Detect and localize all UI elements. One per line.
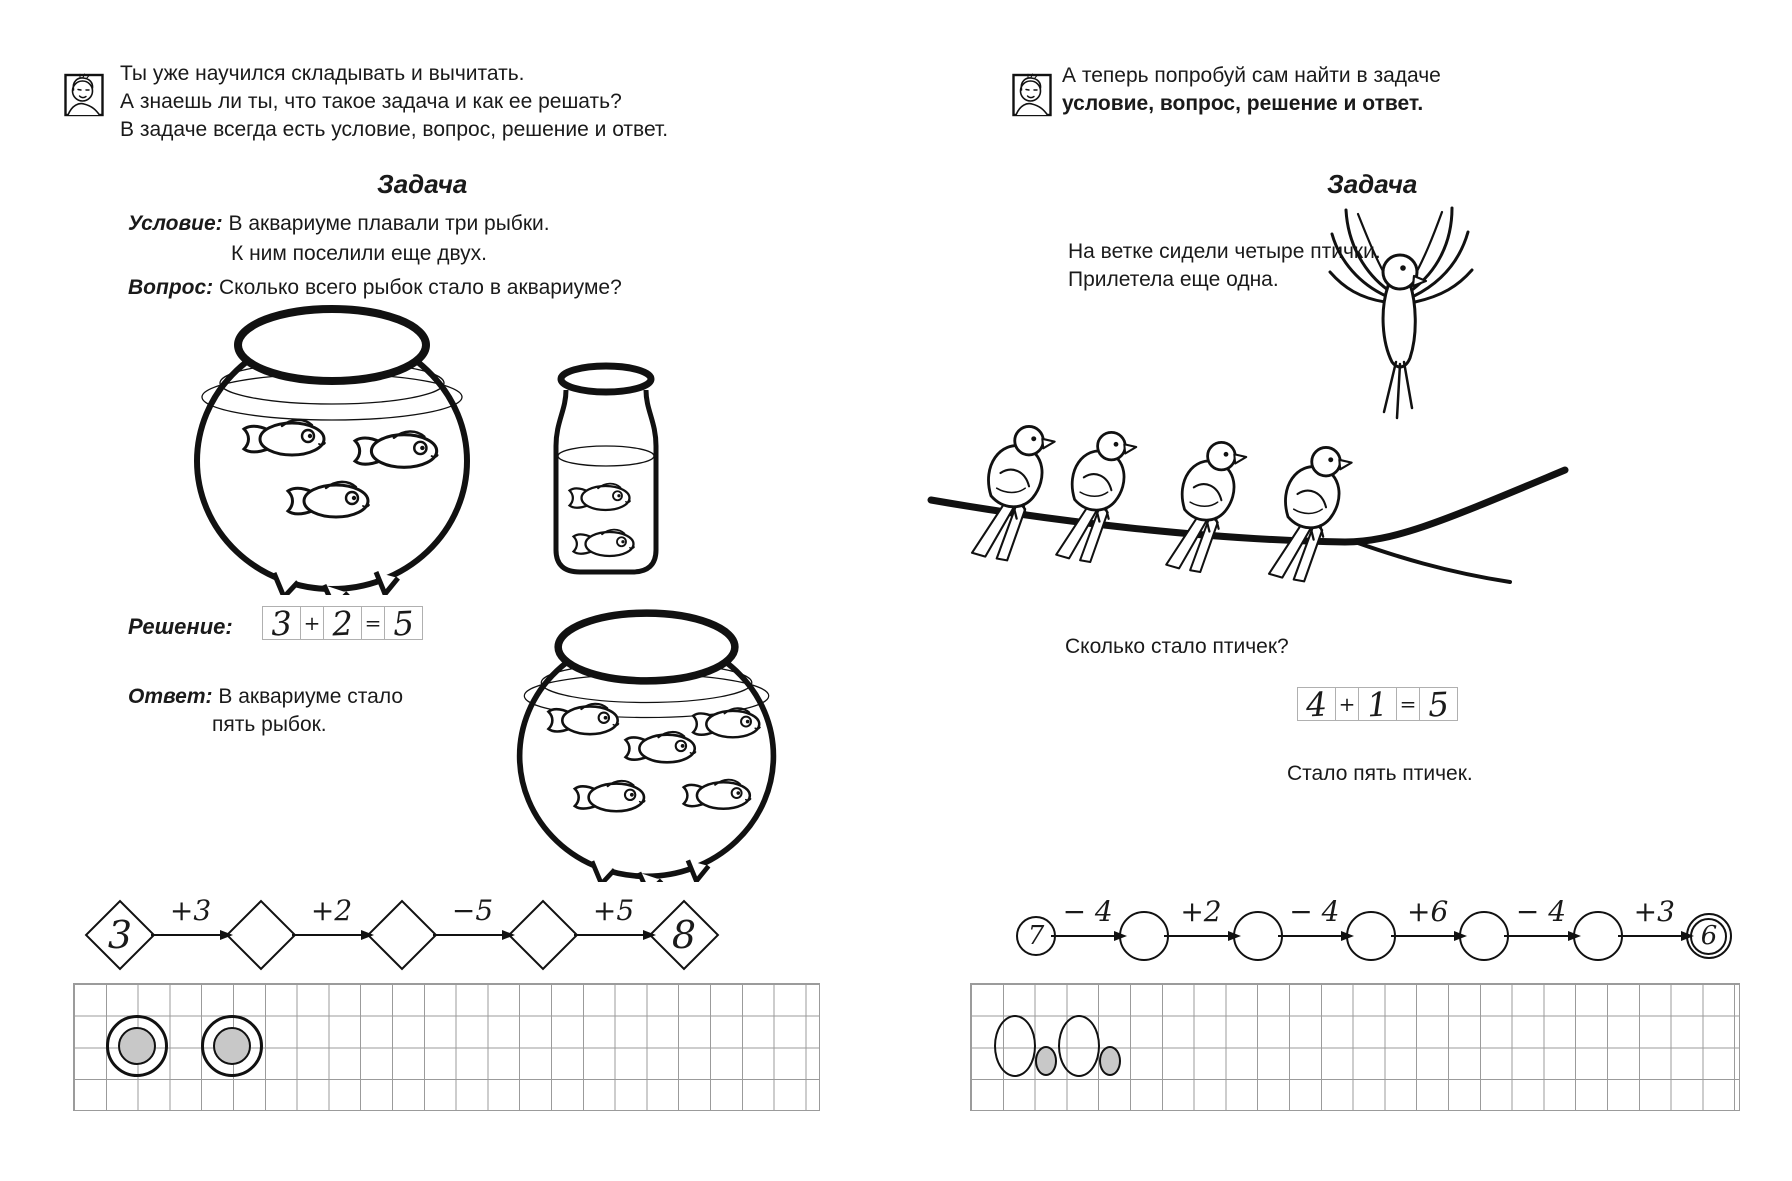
chain-arrow bbox=[1389, 895, 1466, 959]
node-value bbox=[366, 902, 438, 968]
node-value bbox=[225, 902, 297, 968]
condition-line-1 bbox=[128, 210, 550, 238]
jar-2-fish-illustration bbox=[548, 362, 664, 584]
node-value bbox=[1575, 913, 1621, 959]
operation-label: +5 bbox=[592, 894, 635, 927]
node-value: 7 bbox=[1027, 921, 1045, 951]
intro-line: А теперь попробуй сам найти в задаче bbox=[1062, 64, 1441, 87]
condition-label: Условие: bbox=[128, 212, 223, 235]
equation-cell bbox=[361, 606, 385, 640]
arrowhead bbox=[1454, 931, 1467, 941]
intro-line: А знаешь ли ты, что такое задача и как ее решать? bbox=[120, 90, 622, 113]
number-chain-diamonds bbox=[84, 890, 720, 980]
equation-digit: 3 bbox=[269, 602, 294, 644]
answer-line-2: пять рыбок. bbox=[212, 713, 327, 736]
condition-line-2: Прилетела еще одна. bbox=[1068, 268, 1279, 291]
equation-operator: + bbox=[303, 611, 321, 635]
aquarium-3-fish-illustration bbox=[190, 295, 475, 595]
operation-label: +2 bbox=[1180, 895, 1222, 928]
arrowhead bbox=[502, 930, 515, 940]
equation-cell bbox=[323, 602, 362, 644]
diamond-node bbox=[648, 902, 720, 968]
solution-equation bbox=[263, 602, 423, 644]
intro-paragraph bbox=[120, 60, 668, 144]
answer-line-1 bbox=[128, 683, 403, 711]
diamond-node bbox=[84, 902, 156, 968]
child-face-icon bbox=[64, 72, 104, 118]
intro-line: В задаче всегда есть условие, вопрос, решение и ответ. bbox=[120, 118, 669, 141]
aquarium-5-fish-illustration bbox=[508, 600, 786, 882]
equation-cell bbox=[1335, 687, 1359, 721]
intro-line: Ты уже научился складывать и вычитать. bbox=[120, 62, 525, 85]
arrowhead bbox=[643, 930, 656, 940]
chain-arrow bbox=[1502, 895, 1579, 959]
chain-arrow bbox=[572, 894, 655, 958]
arrowhead bbox=[1341, 931, 1354, 941]
arrowhead bbox=[1228, 931, 1241, 941]
birds-on-branch-illustration bbox=[925, 352, 1575, 592]
chain-arrow bbox=[431, 894, 514, 958]
question-label: Вопрос: bbox=[128, 276, 214, 299]
operation-label: − 4 bbox=[1062, 895, 1113, 928]
chain-arrow bbox=[1162, 895, 1239, 959]
intro-line-bold: условие, вопрос, решение и ответ. bbox=[1062, 92, 1424, 115]
practice-oval-large bbox=[994, 1015, 1036, 1077]
arrowhead bbox=[1568, 931, 1581, 941]
practice-oval-small-filled bbox=[1099, 1046, 1121, 1076]
node-value bbox=[1461, 913, 1507, 959]
node-value bbox=[1348, 913, 1394, 959]
equation-operator: + bbox=[1338, 692, 1356, 716]
equation-cell bbox=[1419, 683, 1458, 725]
practice-ring-inner-filled bbox=[213, 1027, 251, 1065]
diamond-node-empty bbox=[366, 902, 438, 968]
chain-arrow bbox=[290, 894, 373, 958]
diamond-node-empty bbox=[225, 902, 297, 968]
operation-label: − 4 bbox=[1289, 895, 1340, 928]
equation-cell bbox=[262, 602, 301, 644]
operation-label: +3 bbox=[1633, 895, 1675, 928]
node-value: 3 bbox=[107, 913, 133, 957]
task-heading: Задача bbox=[1327, 169, 1418, 199]
operation-label: +6 bbox=[1407, 895, 1449, 928]
question-text: Сколько всего рыбок стало в аквариуме? bbox=[219, 276, 622, 299]
condition-text: В аквариуме плавали три рыбки. bbox=[228, 212, 550, 235]
chain-arrow bbox=[149, 894, 232, 958]
node-value bbox=[1235, 913, 1281, 959]
chain-arrow bbox=[1049, 895, 1126, 959]
solution-label: Решение: bbox=[128, 614, 233, 639]
question-text: Сколько стало птичек? bbox=[1065, 635, 1289, 658]
child-face-icon bbox=[1012, 72, 1052, 118]
node-value bbox=[1121, 913, 1167, 959]
node-value bbox=[507, 902, 579, 968]
arrowhead bbox=[220, 930, 233, 940]
equation-operator: = bbox=[1399, 692, 1417, 716]
arrowhead bbox=[1114, 931, 1127, 941]
equation-cell bbox=[1396, 687, 1420, 721]
equation-cell bbox=[1297, 683, 1336, 725]
equation-digit: 2 bbox=[330, 602, 355, 644]
equation-operator: = bbox=[364, 611, 382, 635]
practice-ring-inner-filled bbox=[118, 1027, 156, 1065]
operation-label: +3 bbox=[169, 894, 212, 927]
squared-writing-grid bbox=[73, 983, 820, 1111]
equation-digit: 5 bbox=[1426, 683, 1451, 725]
answer-text: В аквариуме стало bbox=[218, 685, 404, 708]
chain-arrow bbox=[1276, 895, 1353, 959]
node-value: 6 bbox=[1700, 921, 1718, 951]
equation-cell bbox=[300, 606, 324, 640]
intro-paragraph bbox=[1062, 62, 1441, 118]
answer-text: Стало пять птичек. bbox=[1287, 762, 1473, 785]
equation-cell bbox=[384, 602, 423, 644]
task-heading: Задача bbox=[377, 169, 468, 199]
number-chain-circles bbox=[1016, 892, 1732, 980]
diamond-node-empty bbox=[507, 902, 579, 968]
circle-node bbox=[1686, 913, 1732, 959]
node-value: 8 bbox=[671, 913, 697, 957]
practice-oval-large bbox=[1058, 1015, 1100, 1077]
operation-label: −5 bbox=[451, 894, 494, 927]
equation-digit: 1 bbox=[1365, 683, 1390, 725]
equation-cell bbox=[1358, 683, 1397, 725]
equation-digit: 4 bbox=[1304, 683, 1329, 725]
operation-label: − 4 bbox=[1515, 895, 1567, 928]
arrowhead bbox=[361, 930, 374, 940]
equation-digit: 5 bbox=[391, 602, 416, 644]
condition-line-1: На ветке сидели четыре птички. bbox=[1068, 240, 1381, 263]
operation-label: +2 bbox=[310, 894, 353, 927]
solution-equation bbox=[1298, 683, 1458, 725]
chain-arrow bbox=[1616, 895, 1693, 959]
answer-label: Ответ: bbox=[128, 685, 213, 708]
practice-oval-small-filled bbox=[1035, 1046, 1057, 1076]
condition-line-2: К ним поселили еще двух. bbox=[231, 242, 488, 265]
